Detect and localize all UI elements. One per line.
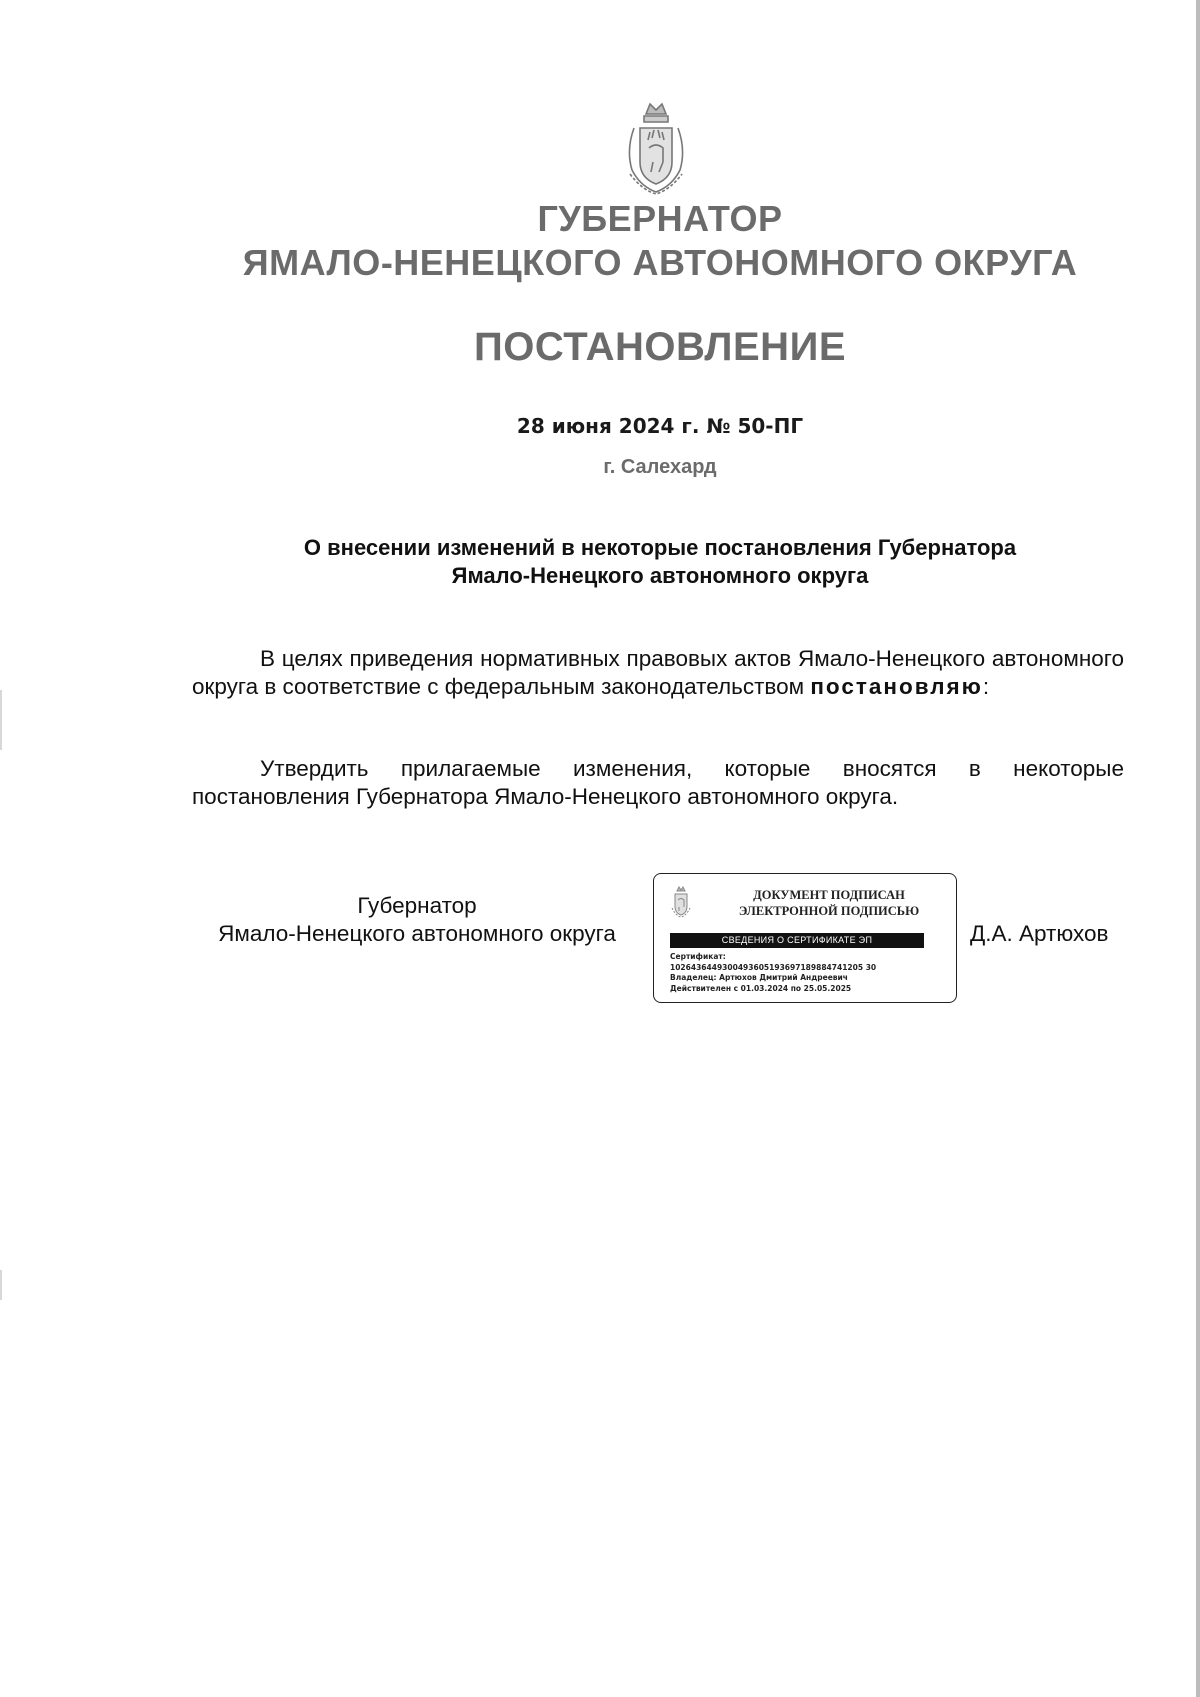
date-and-number: 28 июня 2024 г. № 50-ПГ xyxy=(516,414,804,438)
subject-line-2: Ямало-Ненецкого автономного округа xyxy=(451,563,869,588)
authority-title: ГУБЕРНАТОР xyxy=(537,198,783,239)
stamp-heading-line-2: ЭЛЕКТРОННОЙ ПОДПИСЬЮ xyxy=(738,904,920,918)
scan-edge-mark xyxy=(0,690,2,750)
preamble-text: В целях приведения нормативных правовых актов Ямало-Ненецкого автономного округа в соответствие с федеральным законодательством xyxy=(192,646,1124,699)
signatory-title xyxy=(192,892,642,948)
stamp-cert-number: 1026436449300493605193697189884741205 30 xyxy=(670,962,877,972)
electronic-signature-stamp xyxy=(653,873,957,1003)
stamp-heading-line-1: ДОКУМЕНТ ПОДПИСАН xyxy=(753,888,905,902)
signatory-name: Д.А. Артюхов xyxy=(970,921,1109,946)
coat-of-arms-icon xyxy=(622,100,690,196)
stamp-emblem-icon xyxy=(670,886,692,918)
stamp-validity: Действителен с 01.03.2024 по 25.05.2025 xyxy=(670,983,852,993)
city: г. Салехард xyxy=(603,456,717,478)
document-type: ПОСТАНОВЛЕНИЕ xyxy=(473,325,846,369)
stamp-cert-label: Сертификат: xyxy=(670,952,726,961)
stamp-certificate-bar: СВЕДЕНИЯ О СЕРТИФИКАТЕ ЭП xyxy=(670,933,924,948)
scan-edge-mark xyxy=(0,1270,2,1300)
authority-region: ЯМАЛО-НЕНЕЦКОГО АВТОНОМНОГО ОКРУГА xyxy=(242,242,1078,283)
subject-line-1: О внесении изменений в некоторые постановления Губернатора xyxy=(303,535,1017,560)
preamble-colon: : xyxy=(982,674,990,699)
stamp-owner: Владелец: Артюхов Дмитрий Андреевич xyxy=(670,973,848,982)
signatory-title-line-1: Губернатор xyxy=(357,893,477,918)
stamp-details xyxy=(670,952,950,994)
document-subject xyxy=(200,534,1120,590)
paragraph-preamble xyxy=(192,645,1124,701)
stamp-heading xyxy=(704,887,954,919)
scan-edge xyxy=(1196,0,1200,1697)
paragraph-resolution: Утвердить прилагаемые изменения, которые вносятся в некоторые постановления Губернатора Ямало-Ненецкого автономного округа. xyxy=(192,756,1124,809)
decree-word: постановляю xyxy=(810,674,983,699)
signatory-title-line-2: Ямало-Ненецкого автономного округа xyxy=(218,921,616,946)
